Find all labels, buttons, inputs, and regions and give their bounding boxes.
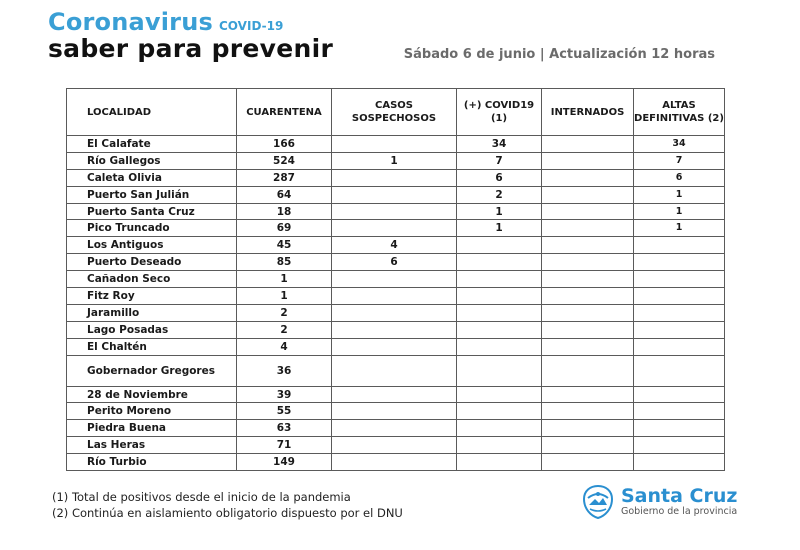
cell-localidad: Pico Truncado	[67, 220, 237, 237]
footnote-2: (2) Continúa en aislamiento obligatorio dispuesto por el DNU	[52, 506, 403, 520]
cell-sospechosos	[332, 136, 457, 153]
cell-internados	[542, 203, 634, 220]
cell-altas: 6	[634, 169, 725, 186]
cell-internados	[542, 136, 634, 153]
header	[48, 8, 333, 63]
header-covid: (+) COVID19 (1)	[457, 89, 542, 136]
cell-localidad: Puerto San Julián	[67, 186, 237, 203]
cell-cuarentena: 64	[237, 186, 332, 203]
table-row	[67, 338, 725, 355]
header-altas: ALTAS DEFINITIVAS (2)	[634, 89, 725, 136]
cell-internados	[542, 437, 634, 454]
cell-localidad: 28 de Noviembre	[67, 386, 237, 403]
cell-localidad: Perito Moreno	[67, 403, 237, 420]
cell-covid: 1	[457, 203, 542, 220]
cell-localidad: Caleta Olivia	[67, 169, 237, 186]
cell-localidad: El Calafate	[67, 136, 237, 153]
cell-sospechosos	[332, 420, 457, 437]
cell-internados	[542, 237, 634, 254]
cell-sospechosos	[332, 288, 457, 305]
cell-cuarentena: 149	[237, 454, 332, 471]
header-sospechosos: CASOS SOSPECHOSOS	[332, 89, 457, 136]
cell-cuarentena: 85	[237, 254, 332, 271]
cell-internados	[542, 152, 634, 169]
cell-sospechosos: 6	[332, 254, 457, 271]
brand-subtitle: Gobierno de la provincia	[621, 506, 738, 517]
cell-cuarentena: 69	[237, 220, 332, 237]
cell-cuarentena: 2	[237, 304, 332, 321]
cell-sospechosos	[332, 304, 457, 321]
cell-altas	[634, 420, 725, 437]
cell-altas	[634, 254, 725, 271]
table-row	[67, 203, 725, 220]
update-date: Sábado 6 de junio | Actualización 12 horas	[403, 47, 715, 62]
cell-covid	[457, 386, 542, 403]
cell-altas: 34	[634, 136, 725, 153]
santa-cruz-emblem-icon	[582, 485, 614, 519]
table-row	[67, 271, 725, 288]
table-row	[67, 152, 725, 169]
cell-sospechosos	[332, 437, 457, 454]
cell-cuarentena: 524	[237, 152, 332, 169]
cell-cuarentena: 1	[237, 288, 332, 305]
cell-cuarentena: 63	[237, 420, 332, 437]
cell-localidad: Gobernador Gregores	[67, 355, 237, 386]
cell-covid	[457, 437, 542, 454]
cell-sospechosos	[332, 186, 457, 203]
covid-tag: COVID-19	[219, 19, 284, 33]
cell-cuarentena: 166	[237, 136, 332, 153]
cell-sospechosos	[332, 169, 457, 186]
cell-cuarentena: 4	[237, 338, 332, 355]
cell-altas: 7	[634, 152, 725, 169]
cell-internados	[542, 169, 634, 186]
table-row	[67, 136, 725, 153]
cell-sospechosos	[332, 386, 457, 403]
cell-internados	[542, 355, 634, 386]
cell-covid	[457, 403, 542, 420]
table-row	[67, 220, 725, 237]
cell-sospechosos	[332, 220, 457, 237]
cell-internados	[542, 403, 634, 420]
table-row	[67, 420, 725, 437]
cell-localidad: Puerto Santa Cruz	[67, 203, 237, 220]
brand-text	[621, 486, 737, 518]
cell-covid: 2	[457, 186, 542, 203]
cell-sospechosos	[332, 338, 457, 355]
cell-altas	[634, 386, 725, 403]
cell-internados	[542, 304, 634, 321]
title-line	[48, 8, 333, 36]
cell-sospechosos	[332, 271, 457, 288]
cell-covid	[457, 338, 542, 355]
cell-cuarentena: 39	[237, 386, 332, 403]
cell-covid	[457, 237, 542, 254]
cell-sospechosos	[332, 321, 457, 338]
page-subtitle: saber para prevenir	[48, 34, 334, 63]
cell-altas	[634, 271, 725, 288]
brand-logo	[582, 485, 737, 519]
cell-covid: 6	[457, 169, 542, 186]
cell-internados	[542, 321, 634, 338]
brand-name: Santa Cruz	[621, 485, 738, 507]
cell-cuarentena: 18	[237, 203, 332, 220]
cell-altas	[634, 437, 725, 454]
table-row	[67, 254, 725, 271]
cell-internados	[542, 220, 634, 237]
cell-covid	[457, 454, 542, 471]
cell-altas	[634, 355, 725, 386]
cell-cuarentena: 2	[237, 321, 332, 338]
cell-cuarentena: 287	[237, 169, 332, 186]
cell-localidad: Puerto Deseado	[67, 254, 237, 271]
cell-altas	[634, 237, 725, 254]
cell-internados	[542, 338, 634, 355]
cases-table	[66, 88, 725, 471]
cell-localidad: Lago Posadas	[67, 321, 237, 338]
cell-covid	[457, 304, 542, 321]
cell-localidad: Las Heras	[67, 437, 237, 454]
header-internados: INTERNADOS	[542, 89, 634, 136]
cell-localidad: Fitz Roy	[67, 288, 237, 305]
cell-altas: 1	[634, 203, 725, 220]
cell-covid: 34	[457, 136, 542, 153]
table-row	[67, 437, 725, 454]
cell-altas	[634, 304, 725, 321]
footnote-1: (1) Total de positivos desde el inicio de la pandemia	[52, 490, 351, 504]
cell-covid	[457, 254, 542, 271]
cell-internados	[542, 271, 634, 288]
cell-covid	[457, 288, 542, 305]
cell-sospechosos	[332, 355, 457, 386]
cell-altas: 1	[634, 220, 725, 237]
cell-covid: 7	[457, 152, 542, 169]
cell-covid	[457, 355, 542, 386]
cell-internados	[542, 420, 634, 437]
cell-cuarentena: 1	[237, 271, 332, 288]
cell-sospechosos: 4	[332, 237, 457, 254]
cell-localidad: El Chaltén	[67, 338, 237, 355]
cell-covid	[457, 420, 542, 437]
cell-altas	[634, 403, 725, 420]
cell-cuarentena: 55	[237, 403, 332, 420]
cell-altas	[634, 338, 725, 355]
table-row	[67, 386, 725, 403]
table-row	[67, 355, 725, 386]
page-title: Coronavirus	[48, 8, 213, 36]
cell-altas	[634, 454, 725, 471]
cell-altas: 1	[634, 186, 725, 203]
cell-cuarentena: 36	[237, 355, 332, 386]
table-row	[67, 169, 725, 186]
table-header-row	[67, 89, 725, 136]
table-row	[67, 186, 725, 203]
cell-localidad: Río Turbio	[67, 454, 237, 471]
cell-localidad: Piedra Buena	[67, 420, 237, 437]
cell-internados	[542, 254, 634, 271]
cell-sospechosos	[332, 203, 457, 220]
cell-covid	[457, 271, 542, 288]
cell-cuarentena: 71	[237, 437, 332, 454]
cell-covid	[457, 321, 542, 338]
table-row	[67, 288, 725, 305]
cell-sospechosos	[332, 454, 457, 471]
cell-localidad: Los Antiguos	[67, 237, 237, 254]
header-localidad: LOCALIDAD	[67, 89, 237, 136]
cell-localidad: Jaramillo	[67, 304, 237, 321]
table-row	[67, 304, 725, 321]
cell-internados	[542, 288, 634, 305]
cell-internados	[542, 386, 634, 403]
cell-sospechosos	[332, 403, 457, 420]
table-row	[67, 321, 725, 338]
footnotes	[52, 489, 403, 521]
cell-localidad: Río Gallegos	[67, 152, 237, 169]
table-row	[67, 454, 725, 471]
cell-internados	[542, 186, 634, 203]
header-cuarentena: CUARENTENA	[237, 89, 332, 136]
table-row	[67, 403, 725, 420]
cell-localidad: Cañadon Seco	[67, 271, 237, 288]
cell-sospechosos: 1	[332, 152, 457, 169]
cell-internados	[542, 454, 634, 471]
table-body	[67, 136, 725, 471]
cell-altas	[634, 321, 725, 338]
cell-covid: 1	[457, 220, 542, 237]
table-row	[67, 237, 725, 254]
cell-altas	[634, 288, 725, 305]
cell-cuarentena: 45	[237, 237, 332, 254]
